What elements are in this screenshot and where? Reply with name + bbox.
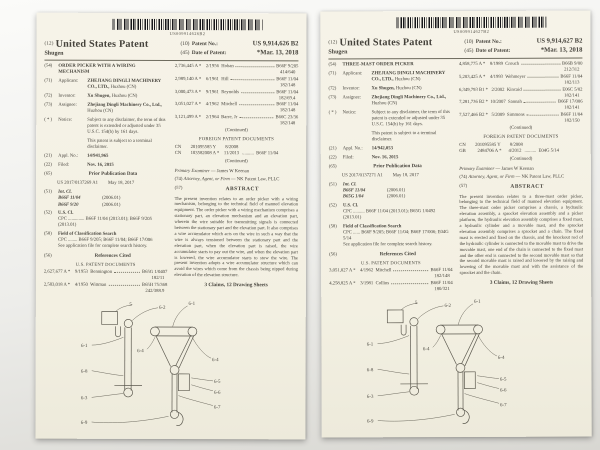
attorney-line: (74) Attorney, Agent, or Firm — NK Patent Law, PLLC bbox=[174, 176, 280, 182]
figure-pulley bbox=[456, 409, 464, 417]
assignee-value: Zhejiang Dingli Machinery Co., Ltd., Huzhou (CN) bbox=[87, 102, 162, 115]
biblio-columns bbox=[44, 64, 299, 296]
assignee-item: (73) Assignee: Zhejiang Dingli Machinery Co., Ltd., Huzhou (CN) bbox=[329, 95, 453, 108]
field-search-heading: Field of Classification Search bbox=[57, 231, 117, 237]
assignee-item: (73) Assignee: Zhejiang Dingli Machinery Co., Ltd., Huzhou (CN) bbox=[44, 103, 168, 116]
references-heading: References Cited bbox=[379, 251, 416, 257]
patent-drawing bbox=[70, 296, 270, 437]
applicant-item: (71) Applicant: ZHEJIANG DINGLI MACHINERY CO., LTD., Huzhou (CN) bbox=[44, 79, 168, 92]
prior-pub-date: May 18, 2017 bbox=[107, 180, 135, 186]
us-cl-item: (52) U.S. Cl. bbox=[329, 203, 453, 210]
notice-label: Notice: bbox=[342, 110, 357, 116]
field-search-line2: See application file for complete search history. bbox=[343, 242, 433, 248]
dot-leader bbox=[527, 77, 558, 78]
prior-pub-row bbox=[329, 173, 453, 180]
invention-title: THREE-MAST ORDER PICKER bbox=[342, 62, 414, 68]
appl-no-label: Appl. No.: bbox=[342, 146, 363, 152]
kind-title: United States Patent bbox=[339, 36, 433, 48]
prior-pub-number: US 2017/0137271 A1 bbox=[341, 173, 383, 179]
dot-leader bbox=[527, 114, 559, 115]
dot-leader bbox=[114, 272, 140, 273]
right-column bbox=[174, 64, 298, 295]
applicant-label: Applicant: bbox=[58, 78, 79, 85]
patent-date-label: (45) Date of Patent: bbox=[180, 50, 227, 57]
inventor-value: Xu Shugen, Huzhou (CN) bbox=[371, 86, 422, 92]
int-cl-row: B65G 1/04 (2006.01) bbox=[342, 194, 406, 200]
title-item: (54) ORDER PICKER WITH A WIRING MECHANISM bbox=[44, 64, 168, 77]
figure-label: 6-6 bbox=[213, 391, 221, 397]
examiner-line: Primary Examiner — James W Keenan bbox=[459, 167, 534, 173]
figure-cylinder bbox=[115, 327, 120, 337]
figure-cylinder bbox=[401, 325, 406, 335]
dot-leader bbox=[236, 66, 274, 67]
document-kind bbox=[44, 38, 148, 49]
int-cl-heading: Int. Cl. bbox=[58, 189, 72, 195]
patent-header bbox=[328, 36, 582, 60]
barcode-block bbox=[60, 19, 306, 36]
figure-pulley bbox=[436, 325, 445, 334]
figure-label: 5 bbox=[129, 303, 132, 309]
patent-header bbox=[44, 38, 298, 61]
appl-no-item: (21) Appl. No.: 14/942,053 bbox=[329, 146, 453, 153]
filed-value: Nov. 16, 2015 bbox=[371, 154, 399, 161]
us-cl-line: CPC .......... B66F 11/04 (2013.01); B65G 1/0492 (2013.01) bbox=[342, 208, 436, 221]
us-ref-row: 2,989,140 A * 6/1961 Hill B66F 11/04 182/148 bbox=[174, 76, 299, 89]
continued-note: (Continued) bbox=[509, 156, 533, 163]
header-right bbox=[180, 39, 298, 59]
applicant-value: ZHEJIANG DINGLI MACHINERY CO., LTD., Huzhou (CN) bbox=[87, 79, 162, 91]
foreign-ref-row: CN 201095585 Y 8/2008 bbox=[174, 144, 239, 151]
continued-note: (Continued) bbox=[509, 126, 533, 132]
us-docs-heading: U.S. PATENT DOCUMENTS bbox=[360, 260, 421, 266]
figure-label: 6-5 bbox=[213, 380, 221, 386]
kind-title: United States Patent bbox=[55, 38, 149, 50]
appl-no-value: 14/941,965 bbox=[87, 153, 109, 160]
filed-label: Filed: bbox=[342, 155, 354, 161]
int-cl-item: (51) Int. Cl. bbox=[329, 182, 453, 189]
figure-pulley bbox=[170, 366, 179, 375]
kind-tag: (12) bbox=[328, 39, 338, 45]
right-column bbox=[459, 62, 583, 294]
prior-pub-heading: Prior Publication Data bbox=[88, 171, 138, 177]
field-search-heading: Field of Classification Search bbox=[342, 223, 402, 230]
figure-area bbox=[329, 294, 583, 435]
references-heading: References Cited bbox=[94, 253, 131, 259]
figure-label: 6-9 bbox=[80, 421, 88, 427]
patent-number-value: US 9,914,627 B2 bbox=[536, 37, 583, 45]
notice-text: Subject to any disclaimer, the term of this patent is extended or adjusted under 35 U.S.C. 154(b) by 161 days. This patent is subject to a terminal disclaimer. bbox=[87, 117, 166, 151]
claims-drawing-line: 3 Claims, 12 Drawing Sheets bbox=[489, 279, 554, 287]
us-ref-row: 7,527,466 B2 * 5/2009 Simmons B66F 11/04 182/150 bbox=[459, 112, 583, 124]
figure-hook bbox=[176, 413, 183, 426]
prior-pub-number: US 2017/0137269 A1 bbox=[57, 180, 99, 186]
barcode-block bbox=[344, 17, 591, 34]
inventor-item: (72) Inventor: Xu Shugen, Huzhou (CN) bbox=[44, 94, 168, 101]
patent-front-page bbox=[35, 13, 306, 440]
patent-front-page bbox=[320, 11, 591, 438]
assignee-label: Assignee: bbox=[342, 95, 362, 101]
us-cl-line: CPC .............. B66F 11/04 (2013.01); B66F 9/205 (2013.01) bbox=[57, 216, 153, 228]
abstract-text: The present invention relates to an order picker with a wiring mechanism, belonging to the technical field of manned elevation equipment. The order picker with a wiring mechanism comprises a stationary part, an elevation mechanism and an elevation part, wherein the wire suitable for transmitting signals is connected between the stationary part and the elevation part. It also comprises a wire accumulator which acts on the wire in such a way that the wire is always tensioned between the stationary part and the elevation part, when the elevation part is raised, the wire accumulator starts to pay out the wire, and when the elevation part is lowered, the wire accumulator starts to stow the wire. The present invention adopts a wire accumulator structure which can avoid the wires which come from the chassis being nipped during elevation of the elevation structure. bbox=[174, 195, 299, 278]
patent-number-label: (10) Patent No.: bbox=[464, 38, 502, 45]
dot-leader bbox=[108, 285, 140, 286]
dot-leader bbox=[239, 104, 274, 105]
patent-number-value: US 9,914,626 B2 bbox=[252, 39, 299, 47]
us-ref-row: 2,736,445 A * 2/1956 Hoban B66F 9/205 414/640 bbox=[174, 64, 299, 76]
figure-pulley bbox=[410, 318, 418, 326]
applicant-value: ZHEJIANG DINGLI MACHINERY CO., LTD., Huzhou (CN) bbox=[371, 71, 446, 83]
field-search-item: (58) Field of Classification Search bbox=[329, 224, 453, 231]
figure-hook bbox=[463, 411, 470, 424]
figure-label: 6-4 bbox=[497, 356, 505, 362]
notice-label: Notice: bbox=[58, 117, 73, 123]
inventor-label: Inventor: bbox=[58, 93, 76, 100]
appl-no-label: Appl. No.: bbox=[58, 153, 79, 159]
abstract-heading-row: (57) ABSTRACT bbox=[459, 184, 583, 192]
filed-label: Filed: bbox=[58, 162, 70, 168]
barcode-number: US009914627B2 bbox=[453, 28, 490, 34]
abstract-heading: ABSTRACT bbox=[225, 186, 260, 193]
figure-label: 6-3 bbox=[366, 395, 374, 401]
dot-leader bbox=[524, 102, 556, 103]
continued-note: (Continued) bbox=[225, 128, 248, 134]
figure-pulley bbox=[124, 388, 133, 397]
us-ref-row: 2,503,018 A * 4/1950 Wittman B65H 75/368 242/388.9 bbox=[43, 282, 168, 294]
dot-leader bbox=[391, 283, 428, 284]
int-cl-heading: Int. Cl. bbox=[342, 182, 357, 188]
int-cl-row: B66F 11/04 (2006.01) bbox=[58, 196, 121, 202]
figure-label: 6-9 bbox=[366, 419, 374, 425]
figure-label: 6-1 bbox=[474, 300, 481, 306]
figure-pulley bbox=[151, 327, 160, 336]
us-ref-row: 2,627,677 A * 9/1953 Bennington B65G 1/0407 182/11 bbox=[43, 269, 168, 282]
inventor-surname: Shugen bbox=[328, 48, 348, 55]
abstract-heading-row: (57) ABSTRACT bbox=[175, 186, 299, 193]
foreign-ref-row: CN 201095585 Y 8/2008 bbox=[459, 142, 523, 148]
document-kind bbox=[328, 37, 432, 48]
appl-no-value: 14/942,053 bbox=[371, 146, 393, 152]
us-ref-row: 3,000,473 A * 9/1961 Reynolds B66F 11/04 182/69.4 bbox=[174, 89, 299, 102]
us-ref-row: 3,121,499 A * 2/1964 Barre, Jr B66C 23/36 182/148 bbox=[174, 114, 299, 127]
figure-label: 6-1 bbox=[80, 344, 88, 350]
int-cl-item: (51) Int. Cl. bbox=[44, 190, 168, 197]
figure-label: 6-6 bbox=[499, 388, 507, 394]
dot-leader bbox=[521, 64, 560, 65]
field-search-line1: CPC ...... B66F 9/205; B66F 11/04; B66F 17/006; E04G 5/14 bbox=[343, 229, 449, 242]
examiner-line: Primary Examiner — James W Keenan bbox=[174, 169, 250, 175]
continued-note: (Continued) bbox=[225, 159, 248, 165]
abstract-heading: ABSTRACT bbox=[510, 184, 544, 191]
us-ref-row: 3,051,027 A * 4/1962 Mitchell B66F 11/04 182/148 bbox=[174, 102, 299, 114]
figure-label: 6-5 bbox=[499, 377, 507, 383]
figure-label: 6-4 bbox=[212, 358, 219, 364]
prior-pub-item: (65) Prior Publication Data bbox=[329, 164, 453, 171]
figure-pulley bbox=[124, 320, 132, 328]
assignee-value: Zhejiang Dingli Machinery Co., Ltd., Huzhou (CN) bbox=[371, 94, 447, 107]
figure-pulley bbox=[170, 411, 178, 419]
dot-leader bbox=[241, 92, 274, 93]
figure-label: 6-1 bbox=[188, 302, 196, 308]
figure-box bbox=[387, 310, 403, 323]
field-search-line2: See application file for complete search history. bbox=[57, 244, 148, 250]
header-left bbox=[44, 38, 148, 56]
patent-number-label: (10) Patent No.: bbox=[180, 40, 218, 47]
foreign-docs-heading: FOREIGN PATENT DOCUMENTS bbox=[483, 134, 559, 140]
dot-leader bbox=[231, 79, 275, 80]
prior-pub-item: (65) Prior Publication Data bbox=[44, 171, 168, 178]
us-ref-row: 4,858,775 A * 8/1989 Crouch B66B 9/00 212/312 bbox=[458, 61, 583, 74]
invention-title: ORDER PICKER WITH A WIRING MECHANISM bbox=[58, 63, 136, 76]
notice-item: ( * ) Notice: Subject to any disclaimer, the term of this patent is extended or adjusted under 35 U.S.C. 154(b) by 161 days. This patent is subject to a terminal disclaimer. bbox=[44, 118, 168, 152]
assignee-label: Assignee: bbox=[58, 102, 77, 108]
figure-pulley bbox=[410, 387, 419, 396]
figure-label: 6-4 bbox=[422, 347, 430, 353]
dot-leader bbox=[393, 270, 428, 271]
figure-pulley bbox=[474, 325, 483, 334]
inventor-item: (72) Inventor: Xu Shugen, Huzhou (CN) bbox=[329, 86, 453, 93]
notice-item: ( * ) Notice: Subject to any disclaimer, the term of this patent is extended or adjusted under 35 U.S.C. 154(b) by 161 days. This patent is subject to a terminal disclaimer. bbox=[329, 110, 453, 144]
applicant-label: Applicant: bbox=[342, 71, 363, 77]
us-docs-heading: U.S. PATENT DOCUMENTS bbox=[75, 261, 136, 268]
filed-item: (22) Filed: Nov. 16, 2015 bbox=[44, 163, 168, 170]
figure-label: 6-8 bbox=[366, 368, 374, 374]
figure-pulley bbox=[188, 327, 197, 336]
patent-drawing bbox=[356, 294, 556, 435]
filed-item: (22) Filed: Nov. 16, 2015 bbox=[329, 155, 453, 162]
references-item: (56) References Cited bbox=[329, 252, 453, 259]
inventor-surname: Shugen bbox=[44, 50, 64, 57]
figure-box bbox=[102, 312, 118, 325]
filed-value: Nov. 16, 2015 bbox=[87, 162, 114, 168]
foreign-docs-heading: FOREIGN PATENT DOCUMENTS bbox=[198, 136, 275, 142]
figure-area bbox=[43, 296, 297, 437]
barcode-icon bbox=[113, 19, 263, 30]
us-cl-heading: U.S. Cl. bbox=[58, 210, 74, 216]
title-item: (54) THREE-MAST ORDER PICKER bbox=[328, 62, 452, 69]
patent-date-value: *Mar. 13, 2018 bbox=[256, 49, 299, 57]
barcode-number: US009914626B2 bbox=[169, 30, 206, 36]
figure-accumulator bbox=[178, 374, 189, 391]
dot-leader bbox=[239, 117, 273, 118]
figure-label: 6-7 bbox=[213, 405, 221, 411]
left-column bbox=[328, 62, 452, 294]
us-ref-row: 6,349,793 B1 * 2/2002 Kincaid E06C 5/02 182/141 bbox=[459, 87, 583, 99]
figure-accumulator bbox=[464, 372, 475, 389]
patent-date-value: *Mar. 13, 2018 bbox=[540, 46, 583, 55]
kind-tag: (12) bbox=[44, 41, 54, 47]
figure-label: 6-2 bbox=[158, 306, 166, 312]
patent-number-row bbox=[180, 39, 298, 49]
figure-label: 6-7 bbox=[500, 403, 507, 409]
abstract-text: The present invention relates to a three-mast order picker, belonging to the technical field of manned elevation equipment. The three-mast order picker comprises a chassis, a hydraulic elevation assembly, a sprocket elevation assembly and a picker platform, the hydraulic elevation assembly comprises a fixed mast, a hydraulic cylinder and a movable mast, and the sprocket elevation assembly comprises a sprocket and a chain. The fixed mast is erected and fixed on the chassis, and the knockout rod of the hydraulic cylinder is connected to the movable mast to drive the movable mast, one end of the chain is connected to the fixed mast and the other end is connected to the second movable mast so that the second movable mast is raised and lowered by the raising and lowering of the movable mast and with the assistance of the sprocket and the chain. bbox=[459, 193, 584, 276]
applicant-item: (71) Applicant: ZHEJIANG DINGLI MACHINERY CO., LTD., Huzhou (CN) bbox=[328, 71, 452, 84]
field-search-item: (58) Field of Classification Search bbox=[44, 232, 168, 239]
inventor-label: Inventor: bbox=[342, 86, 360, 92]
biblio-columns bbox=[328, 62, 583, 294]
foreign-ref-row: GB 2484706 A * 4/2012 .......... E04G 5/14 bbox=[459, 148, 560, 155]
header-right bbox=[464, 36, 582, 56]
prior-pub-date: May 18, 2017 bbox=[392, 172, 419, 178]
figure-label: 6-4 bbox=[137, 349, 144, 355]
references-item: (56) References Cited bbox=[44, 253, 168, 260]
figure-label: 5 bbox=[414, 301, 418, 307]
notice-text: Subject to any disclaimer, the term of this patent is extended or adjusted under 35 U.S.C. 154(b) by 161 days. This patent is subject to a terminal disclaimer. bbox=[371, 109, 450, 143]
int-cl-row: B66F 11/04 (2006.01) bbox=[342, 188, 406, 194]
patent-number-row bbox=[464, 36, 582, 46]
figure-label: 6-8 bbox=[80, 370, 88, 376]
patent-date-row bbox=[180, 48, 298, 58]
inventor-value: Xu Shugen, Huzhou (CN) bbox=[87, 94, 138, 100]
attorney-line: (74) Attorney, Agent, or Firm — NK Patent Law, PLLC bbox=[459, 174, 565, 180]
patent-date-label: (45) Date of Patent: bbox=[464, 48, 511, 55]
us-cl-item: (52) U.S. Cl. bbox=[44, 210, 168, 217]
dot-leader bbox=[524, 89, 561, 90]
us-cl-heading: U.S. Cl. bbox=[342, 202, 359, 208]
us-ref-row: 4,258,825 A * 3/1981 Collins B66F 11/04 180/321 bbox=[329, 280, 453, 293]
us-ref-row: 5,203,425 A * 4/1993 Wehmeyer B66F 11/04 182/113 bbox=[458, 74, 583, 86]
int-cl-row: B66F 9/20 (2006.01) bbox=[58, 202, 121, 208]
us-ref-row: 3,051,027 A * 4/1962 Mitchell B66F 11/04 182/148 bbox=[329, 268, 453, 280]
field-search-line1: CPC ........ B66F 9/205; B66F 11/04; B66F 17/006 bbox=[57, 237, 153, 244]
patent-date-row bbox=[464, 46, 582, 56]
prior-pub-row bbox=[44, 181, 168, 188]
barcode-icon bbox=[396, 17, 546, 29]
figure-label: 6-2 bbox=[444, 304, 452, 310]
left-column bbox=[44, 64, 168, 295]
header-left bbox=[328, 37, 432, 55]
figure-label: 6-3 bbox=[80, 396, 88, 402]
appl-no-item: (21) Appl. No.: 14/941,965 bbox=[44, 154, 168, 161]
foreign-ref-row: CN 103582008 A * 11/2013 .......... B66F 11/04 bbox=[174, 151, 279, 157]
us-ref-row: 7,281,736 B2 * 10/2007 Sannah B66F 17/006 182/141 bbox=[459, 99, 583, 111]
figure-label: 6-1 bbox=[366, 342, 374, 348]
prior-pub-heading: Prior Publication Data bbox=[373, 163, 422, 169]
figure-pulley bbox=[456, 364, 465, 373]
claims-drawing-line: 3 Claims, 12 Drawing Sheets bbox=[204, 282, 268, 289]
